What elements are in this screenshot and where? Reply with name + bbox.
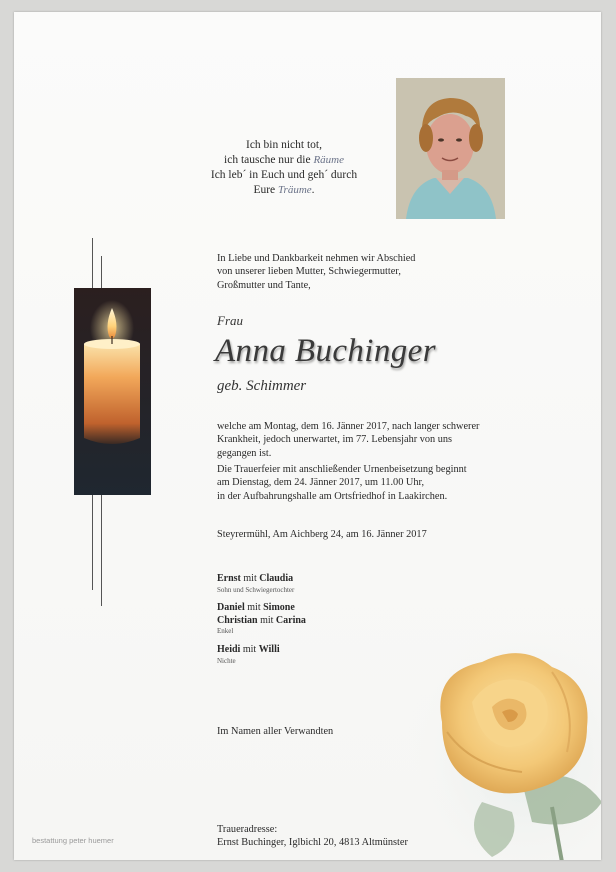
family-relation: Sohn und Schwiegertochter (217, 585, 295, 594)
family-relation: Nichte (217, 656, 236, 665)
poem (154, 138, 414, 198)
death-notice-line-3: gegangen ist. (217, 447, 272, 459)
death-notice-line-1: welche am Montag, dem 16. Jänner 2017, nach langer schwerer (217, 421, 480, 432)
poem-line-3: Ich leb´ in Euch und geh´ durch (210, 169, 358, 181)
family-name: Claudia (259, 573, 294, 584)
family-name: Christian (217, 614, 258, 626)
place-date: Steyrermühl, Am Aichberg 24, am 16. Jänner 2017 (217, 529, 427, 540)
address-label: Traueradresse: (217, 824, 278, 835)
obituary-sheet (14, 12, 601, 860)
poem-word-raeume: Räume (313, 154, 344, 166)
candle-illustration (74, 288, 151, 495)
ceremony-line-1: Die Trauerfeier mit anschließender Urnenbeisetzung beginnt (217, 464, 467, 475)
poem-line-1: Ich bin nicht tot, (245, 139, 322, 151)
poem-line-4 (154, 183, 414, 198)
candle-image (74, 288, 151, 495)
family-relation: Enkel (217, 627, 234, 635)
name-prefix: Frau (217, 313, 243, 328)
family-mit: mit (240, 573, 260, 584)
intro-line-1: In Liebe und Dankbarkeit nehmen wir Abschied (217, 253, 416, 264)
portrait-photo (396, 78, 505, 219)
poem-line-2 (154, 153, 414, 168)
family-name: Carina (275, 614, 306, 626)
poem-line-4-text: Eure (253, 184, 279, 196)
family-mit: mit (240, 644, 259, 655)
family-mit: mit (257, 614, 276, 626)
family-group-grandchildren (217, 602, 467, 636)
deceased-name: Anna Buchinger (215, 333, 436, 369)
intro-line-2: von unserer lieben Mutter, Schwiegermutter, (217, 266, 401, 278)
ceremony-line-3: in der Aufbahrungshalle am Ortsfriedhof in Laakirchen. (217, 490, 448, 502)
death-notice-line-2: Krankheit, jedoch unerwartet, im 77. Lebensjahr von uns (217, 434, 453, 446)
family-names (217, 615, 467, 628)
poem-word-traeume: Träume (278, 184, 312, 196)
maiden-name: geb. Schimmer (217, 378, 307, 394)
death-notice (217, 420, 507, 460)
family-name: Heidi (217, 644, 241, 655)
family-name: Ernst (217, 573, 241, 584)
intro-text (217, 252, 517, 292)
family-names (217, 602, 467, 615)
family-name: Willi (258, 644, 280, 655)
address-block (217, 823, 507, 850)
ceremony-info (217, 463, 507, 503)
family-names (217, 573, 467, 586)
intro-line-3: Großmutter und Tante, (217, 279, 311, 291)
poem-line-2-text: ich tausche nur die (224, 154, 314, 166)
poem-line-4-end: . (311, 184, 315, 196)
address-value: Ernst Buchinger, Iglbichl 20, 4813 Altmünster (217, 837, 408, 849)
family-group-son (217, 573, 467, 595)
portrait-illustration (396, 78, 505, 219)
family-name: Simone (263, 602, 295, 613)
ceremony-line-2: am Dienstag, dem 24. Jänner 2017, um 11.00 Uhr, (217, 477, 425, 489)
family-mit: mit (244, 602, 264, 613)
undertaker-mark: bestattung peter huemer (32, 836, 114, 845)
family-name: Daniel (217, 602, 245, 613)
relatives-note: Im Namen aller Verwandten (217, 726, 334, 737)
